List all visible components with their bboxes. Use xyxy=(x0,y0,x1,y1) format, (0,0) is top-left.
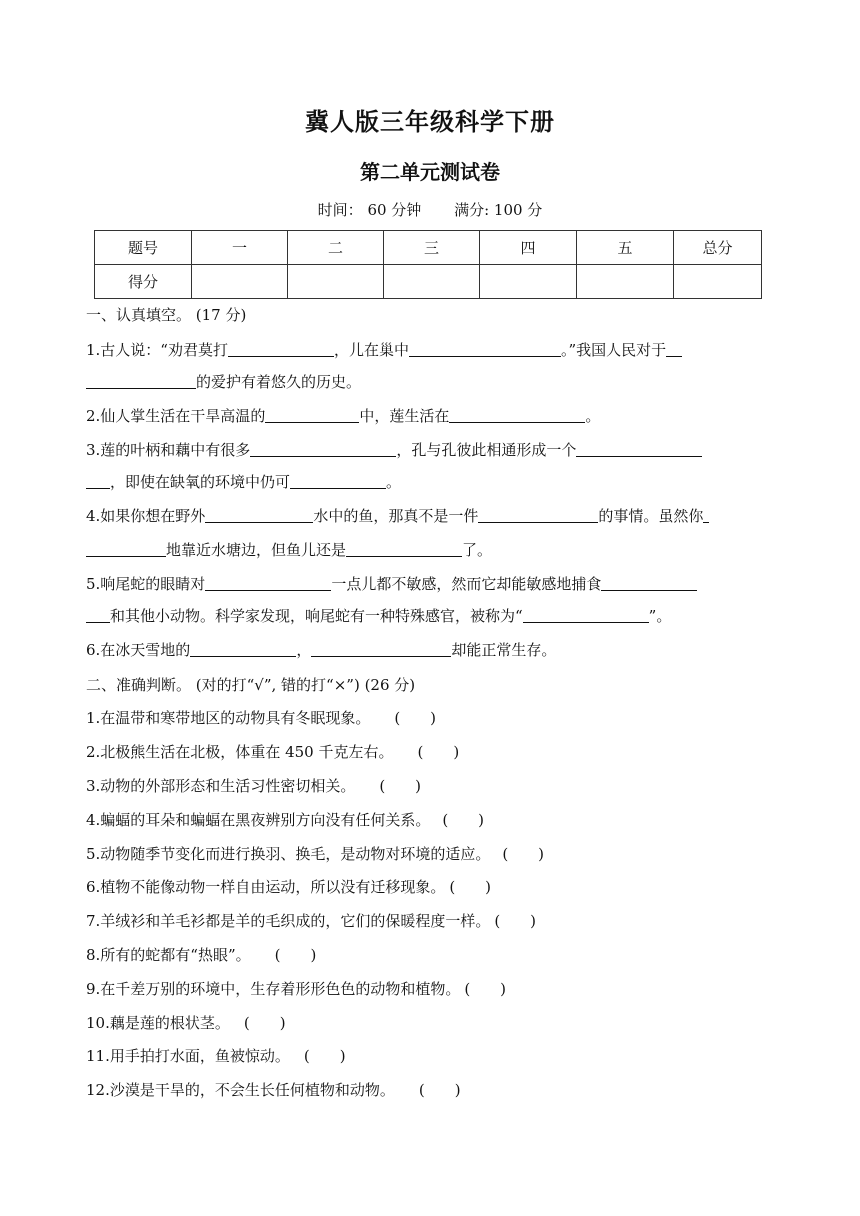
question-4-line2 xyxy=(86,540,492,560)
question-text: 一点儿都不敏感，然而它却能敏感地捕食 xyxy=(331,575,602,593)
question-text: 的事情。虽然你 xyxy=(598,507,704,525)
answer-blank[interactable] xyxy=(290,472,386,489)
judgment-item xyxy=(86,911,536,931)
judgment-item xyxy=(86,742,459,762)
score-table-header-row xyxy=(95,231,762,265)
judgment-item xyxy=(86,810,484,830)
answer-paren[interactable]: ( ) xyxy=(502,845,545,863)
answer-blank[interactable] xyxy=(478,506,598,523)
answer-paren[interactable]: ( ) xyxy=(394,709,437,727)
question-text: ”。 xyxy=(648,607,672,625)
table-cell: 五 xyxy=(577,231,674,265)
question-text: ，孔与孔彼此相通形成一个 xyxy=(396,441,577,459)
answer-blank[interactable] xyxy=(205,574,331,591)
table-cell: 总分 xyxy=(674,231,762,265)
question-3-line1 xyxy=(86,440,702,460)
question-text: 8.所有的蛇都有“热眼”。 xyxy=(86,946,251,964)
score-input-cell[interactable] xyxy=(288,265,384,299)
answer-blank[interactable] xyxy=(449,406,585,423)
exam-title: 冀人版三年级科学下册 xyxy=(305,107,555,136)
answer-paren[interactable]: ( ) xyxy=(449,878,492,896)
score-label: 满分: 100 分 xyxy=(454,201,543,219)
question-1-line2 xyxy=(86,372,361,392)
answer-blank[interactable] xyxy=(86,372,196,389)
table-cell: 得分 xyxy=(95,265,192,299)
answer-blank[interactable] xyxy=(409,340,561,357)
question-text: 地靠近水塘边，但鱼儿还是 xyxy=(166,541,347,559)
answer-blank[interactable] xyxy=(601,574,697,591)
table-cell: 三 xyxy=(384,231,480,265)
question-text: 。 xyxy=(386,473,402,491)
judgment-item xyxy=(86,708,436,728)
answer-paren[interactable]: ( ) xyxy=(243,1014,286,1032)
question-text: 却能正常生存。 xyxy=(451,641,557,659)
score-input-cell[interactable] xyxy=(192,265,288,299)
answer-blank[interactable] xyxy=(346,540,462,557)
judgment-item xyxy=(86,877,491,897)
section2-heading: 二、准确判断。 (对的打“√”, 错的打“×”) (26 分) xyxy=(86,676,416,694)
question-text: 。 xyxy=(585,407,601,425)
question-text: 3.莲的叶柄和藕中有很多 xyxy=(86,441,251,459)
judgment-item xyxy=(86,1080,461,1100)
question-text: ，即使在缺氧的环境中仍可 xyxy=(110,473,291,491)
judgment-item xyxy=(86,776,421,796)
answer-blank[interactable] xyxy=(250,440,396,457)
answer-paren[interactable]: ( ) xyxy=(417,743,460,761)
score-input-cell[interactable] xyxy=(384,265,480,299)
table-cell: 四 xyxy=(480,231,577,265)
score-table-score-row xyxy=(95,265,762,299)
score-input-cell[interactable] xyxy=(480,265,577,299)
question-4-line1 xyxy=(86,506,709,526)
answer-paren[interactable]: ( ) xyxy=(464,980,507,998)
question-5-line2 xyxy=(86,606,671,626)
answer-paren[interactable]: ( ) xyxy=(303,1047,346,1065)
question-text: 12.沙漠是干旱的，不会生长任何植物和动物。 xyxy=(86,1081,395,1099)
answer-blank[interactable] xyxy=(86,540,166,557)
question-text: 。”我国人民对于 xyxy=(561,341,667,359)
question-text: 2.仙人掌生活在干旱高温的 xyxy=(86,407,266,425)
question-text: ，儿在巢中 xyxy=(333,341,409,359)
answer-blank[interactable] xyxy=(86,472,110,489)
question-text: 4.蝙蝠的耳朵和蝙蝠在黑夜辨别方向没有任何关系。 xyxy=(86,811,431,829)
question-text: 6.植物不能像动物一样自由运动，所以没有迁移现象。 xyxy=(86,878,446,896)
answer-paren[interactable]: ( ) xyxy=(379,777,422,795)
answer-blank[interactable] xyxy=(265,406,359,423)
judgment-item xyxy=(86,945,316,965)
table-cell: 一 xyxy=(192,231,288,265)
exam-subtitle: 第二单元测试卷 xyxy=(360,160,500,184)
score-input-cell[interactable] xyxy=(674,265,762,299)
question-1-line1 xyxy=(86,340,682,360)
question-text: 5.动物随季节变化而进行换羽、换毛，是动物对环境的适应。 xyxy=(86,845,491,863)
question-6 xyxy=(86,640,556,660)
question-text: 水中的鱼，那真不是一件 xyxy=(313,507,479,525)
question-text: 3.动物的外部形态和生活习性密切相关。 xyxy=(86,777,356,795)
answer-paren[interactable]: ( ) xyxy=(418,1081,461,1099)
question-text: 10.藕是莲的根状茎。 xyxy=(86,1014,230,1032)
table-cell: 题号 xyxy=(95,231,192,265)
question-text: 11.用手拍打水面，鱼被惊动。 xyxy=(86,1047,290,1065)
answer-blank[interactable] xyxy=(205,506,313,523)
answer-blank[interactable] xyxy=(576,440,702,457)
time-label: 时间： 60 分钟 xyxy=(317,201,422,219)
question-text: 2.北极熊生活在北极，体重在 450 千克左右。 xyxy=(86,743,394,761)
answer-paren[interactable]: ( ) xyxy=(274,946,317,964)
answer-blank[interactable] xyxy=(228,340,334,357)
question-text: 4.如果你想在野外 xyxy=(86,507,206,525)
question-text: 中，莲生活在 xyxy=(359,407,450,425)
answer-blank[interactable] xyxy=(703,506,709,523)
judgment-item xyxy=(86,844,544,864)
question-text: 1.古人说：“劝君莫打 xyxy=(86,341,228,359)
answer-paren[interactable]: ( ) xyxy=(442,811,485,829)
question-3-line2 xyxy=(86,472,401,492)
judgment-item xyxy=(86,1046,346,1066)
question-2 xyxy=(86,406,600,426)
judgment-item xyxy=(86,979,506,999)
table-cell: 二 xyxy=(288,231,384,265)
judgment-item xyxy=(86,1013,286,1033)
question-text: 1.在温带和寒带地区的动物具有冬眠现象。 xyxy=(86,709,371,727)
answer-blank[interactable] xyxy=(311,640,451,657)
answer-blank[interactable] xyxy=(190,640,296,657)
question-text: 和其他小动物。科学家发现，响尾蛇有一种特殊感官，被称为“ xyxy=(110,607,523,625)
question-text: 7.羊绒衫和羊毛衫都是羊的毛织成的，它们的保暖程度一样。 xyxy=(86,912,491,930)
section1-heading: 一、认真填空。 (17 分) xyxy=(86,306,247,324)
score-table xyxy=(94,230,762,299)
answer-blank[interactable] xyxy=(666,340,682,357)
question-text: 的爱护有着悠久的历史。 xyxy=(196,373,362,391)
question-text: 5.响尾蛇的眼睛对 xyxy=(86,575,206,593)
answer-paren[interactable]: ( ) xyxy=(494,912,537,930)
exam-meta xyxy=(0,199,860,220)
question-text: 6.在冰天雪地的 xyxy=(86,641,191,659)
answer-blank[interactable] xyxy=(86,606,110,623)
question-text: 9.在千差万别的环境中，生存着形形色色的动物和植物。 xyxy=(86,980,461,998)
question-text: ， xyxy=(296,641,312,659)
question-text: 了。 xyxy=(462,541,493,559)
answer-blank[interactable] xyxy=(523,606,649,623)
score-input-cell[interactable] xyxy=(577,265,674,299)
question-5-line1 xyxy=(86,574,697,594)
